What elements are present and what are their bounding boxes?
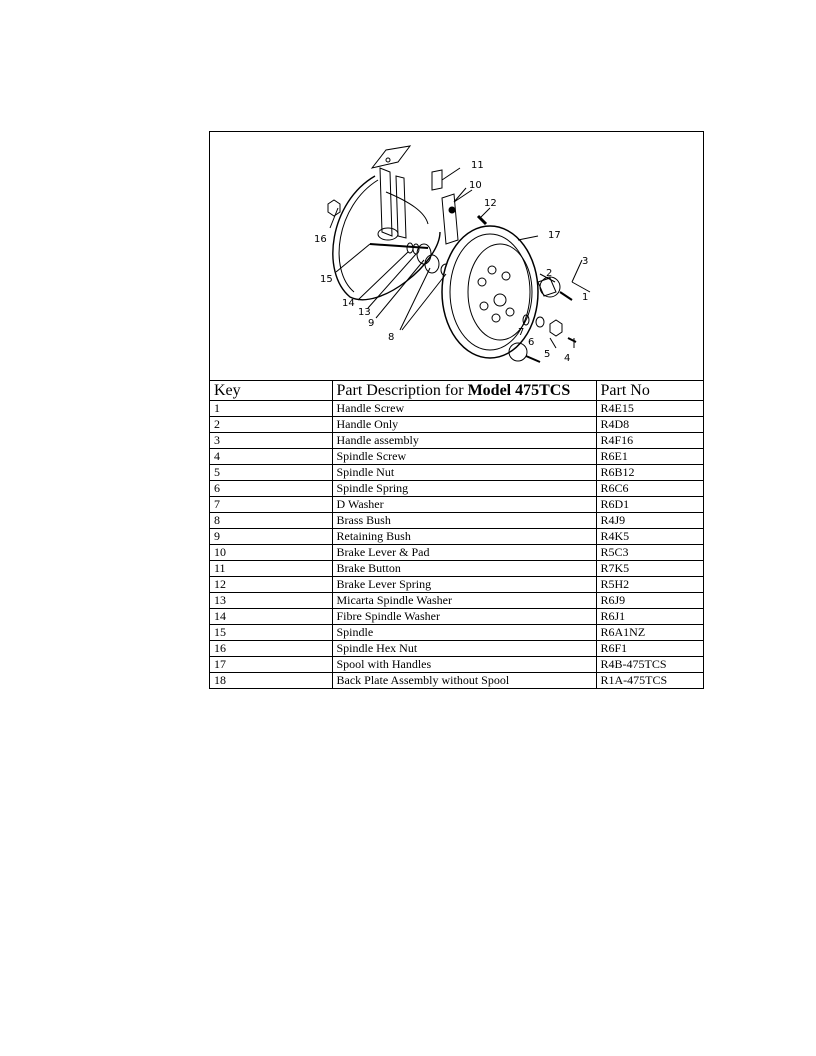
description-column-header xyxy=(332,381,596,401)
callout-7: 7 xyxy=(518,327,525,338)
parts-table xyxy=(210,381,703,688)
table-row xyxy=(210,609,703,625)
callout-9: 9 xyxy=(368,318,375,329)
part-description-cell: Handle assembly xyxy=(332,433,596,449)
callout-13: 13 xyxy=(358,307,371,318)
part-description-cell: D Washer xyxy=(332,497,596,513)
table-row xyxy=(210,433,703,449)
part-key-cell: 2 xyxy=(210,417,332,433)
part-description-cell: Brake Lever & Pad xyxy=(332,545,596,561)
part-key-cell: 1 xyxy=(210,401,332,417)
part-description-cell: Spindle xyxy=(332,625,596,641)
key-column-header: Key xyxy=(210,381,332,401)
callout-5: 5 xyxy=(544,349,551,360)
exploded-diagram xyxy=(210,132,703,381)
table-row xyxy=(210,401,703,417)
part-description-cell: Spool with Handles xyxy=(332,657,596,673)
part-number-cell: R6B12 xyxy=(596,465,703,481)
part-description-cell: Spindle Spring xyxy=(332,481,596,497)
table-row xyxy=(210,641,703,657)
part-key-cell: 3 xyxy=(210,433,332,449)
part-number-cell: R6F1 xyxy=(596,641,703,657)
parts-table-header xyxy=(210,381,703,401)
part-number-cell: R4F16 xyxy=(596,433,703,449)
callout-11: 11 xyxy=(471,160,484,171)
callout-8: 8 xyxy=(388,332,395,343)
table-row xyxy=(210,529,703,545)
part-number-cell: R7K5 xyxy=(596,561,703,577)
part-key-cell: 18 xyxy=(210,673,332,689)
part-number-cell: R5H2 xyxy=(596,577,703,593)
table-row xyxy=(210,465,703,481)
part-key-cell: 10 xyxy=(210,545,332,561)
part-number-cell: R4K5 xyxy=(596,529,703,545)
part-description-cell: Brake Lever Spring xyxy=(332,577,596,593)
part-key-cell: 11 xyxy=(210,561,332,577)
table-row xyxy=(210,513,703,529)
part-no-column-header: Part No xyxy=(596,381,703,401)
part-number-cell: R6D1 xyxy=(596,497,703,513)
part-key-cell: 14 xyxy=(210,609,332,625)
table-row xyxy=(210,577,703,593)
callout-16: 16 xyxy=(314,234,327,245)
table-row xyxy=(210,481,703,497)
callout-12: 12 xyxy=(484,198,497,209)
callout-1: 1 xyxy=(582,292,589,303)
callout-15: 15 xyxy=(320,274,333,285)
part-key-cell: 5 xyxy=(210,465,332,481)
part-description-cell: Brake Button xyxy=(332,561,596,577)
part-number-cell: R4E15 xyxy=(596,401,703,417)
part-description-cell: Retaining Bush xyxy=(332,529,596,545)
part-key-cell: 7 xyxy=(210,497,332,513)
part-description-cell: Spindle Screw xyxy=(332,449,596,465)
part-description-cell: Spindle Hex Nut xyxy=(332,641,596,657)
table-row xyxy=(210,673,703,689)
part-number-cell: R4J9 xyxy=(596,513,703,529)
callout-14: 14 xyxy=(342,298,355,309)
table-row xyxy=(210,625,703,641)
part-number-cell: R4B-475TCS xyxy=(596,657,703,673)
part-description-cell: Brass Bush xyxy=(332,513,596,529)
part-key-cell: 9 xyxy=(210,529,332,545)
part-description-cell: Micarta Spindle Washer xyxy=(332,593,596,609)
part-description-cell: Handle Screw xyxy=(332,401,596,417)
part-key-cell: 8 xyxy=(210,513,332,529)
part-description-cell: Handle Only xyxy=(332,417,596,433)
table-row xyxy=(210,561,703,577)
part-number-cell: R6A1NZ xyxy=(596,625,703,641)
part-key-cell: 6 xyxy=(210,481,332,497)
parts-table-body xyxy=(210,401,703,689)
part-number-cell: R6J1 xyxy=(596,609,703,625)
part-description-cell: Fibre Spindle Washer xyxy=(332,609,596,625)
part-number-cell: R6C6 xyxy=(596,481,703,497)
table-row xyxy=(210,545,703,561)
callout-6: 6 xyxy=(528,337,535,348)
part-key-cell: 16 xyxy=(210,641,332,657)
model-name: Model 475TCS xyxy=(467,382,571,399)
part-description-cell: Back Plate Assembly without Spool xyxy=(332,673,596,689)
parts-sheet xyxy=(209,131,704,689)
part-number-cell: R1A-475TCS xyxy=(596,673,703,689)
table-row xyxy=(210,657,703,673)
callout-10: 10 xyxy=(469,180,482,191)
part-key-cell: 12 xyxy=(210,577,332,593)
callout-3: 3 xyxy=(582,256,589,267)
description-header-prefix: Part Description for xyxy=(336,382,468,399)
callout-17: 17 xyxy=(548,230,561,241)
part-number-cell: R4D8 xyxy=(596,417,703,433)
table-row xyxy=(210,449,703,465)
part-description-cell: Spindle Nut xyxy=(332,465,596,481)
part-key-cell: 17 xyxy=(210,657,332,673)
part-number-cell: R6E1 xyxy=(596,449,703,465)
callout-2: 2 xyxy=(546,268,553,279)
table-row xyxy=(210,593,703,609)
part-key-cell: 4 xyxy=(210,449,332,465)
callout-4: 4 xyxy=(564,353,571,364)
part-key-cell: 15 xyxy=(210,625,332,641)
part-number-cell: R6J9 xyxy=(596,593,703,609)
table-row xyxy=(210,417,703,433)
part-key-cell: 13 xyxy=(210,593,332,609)
exploded-view-drawing xyxy=(210,132,703,380)
table-row xyxy=(210,497,703,513)
part-number-cell: R5C3 xyxy=(596,545,703,561)
